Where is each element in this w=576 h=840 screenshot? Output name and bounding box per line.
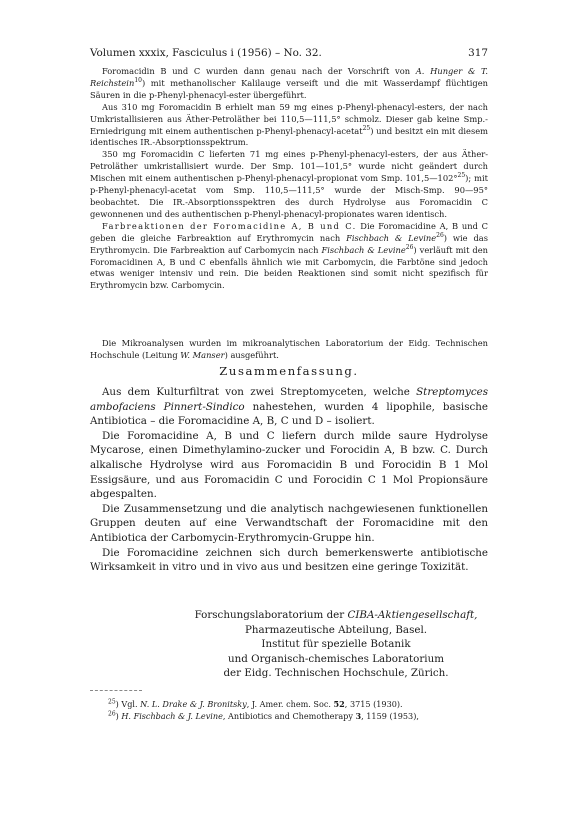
section-heading-summary: Zusammenfassung. — [219, 364, 359, 378]
microanalysis-note — [90, 338, 488, 362]
footnote-ref: 26 — [405, 243, 414, 251]
footnotes — [90, 698, 488, 722]
paragraph-foromacidin-c: 350 mg Foromacidin C lieferten 71 mg eines p-Phenyl-phenacyl-esters, der aus Äther-Petroläther umkristallisiert wurde. Der Smp. 101—101,5° wurde nicht geändert durch Mischen mit einem authentischen p-Phenyl-phenacyl-propionat vom Smp. 101,5—102°$^{25}$); mit p-Phenyl-phenacyl-acetat vom Smp. 110,5—111,5° wurde der Misch-Smp. 90—95° beobachtet. Die IR.-Absorptionsspektren des durch Hydrolyse aus Foromacidin C gewonnenen und des authentischen p-Phenyl-phenacyl-propionates waren identisch. — [90, 149, 489, 219]
running-header — [90, 46, 488, 60]
footnote-25: $^{25}$) Vgl. N. L. Drake & J. Bronitsky, J. Amer. chem. Soc. 52, 3715 (1930). — [108, 698, 403, 709]
author-citation: A. Hunger & T. Reichstein — [90, 66, 488, 88]
summary-paragraph: Die Foromacidine zeichnen sich durch bemerkenswerte antibiotische Wirksamkeit in vitro und in vivo aus und besitzen eine geringe Toxizität. — [90, 546, 488, 574]
footnote-divider — [90, 690, 142, 691]
paragraph-color-reactions: Farbreaktionen der Foromacidine A, B und C. Die Foromacidine A, B und C geben die gleiche Farbreaktion auf Erythromycin nach Fischbach & Levine$^{26}$) wie das Erythromycin. Die Farbreaktion auf Carbomycin nach Fischbach & Levine$^{26}$) verläuft mit den Foromacidinen A, B und C ebenfalls ähnlich wie mit Carbomycin, die Farbtöne sind jedoch etwas weniger intensiv und rein. Die beiden Reaktionen sind somit nicht spezifisch für Erythromycin bzw. Carbomycin. — [90, 220, 488, 291]
affiliation-line: der Eidg. Technischen Hochschule, Zürich. — [223, 667, 449, 680]
author-citation: W. Manser — [180, 349, 225, 360]
footnote-ref: 25 — [362, 124, 371, 132]
page-number: 317 — [468, 47, 488, 59]
journal-citation: Volumen xxxix, Fasciculus i (1956) – No. 32. — [90, 47, 322, 59]
summary-paragraph: Die Foromacidine A, B und C liefern durch milde saure Hydrolyse Mycarose, einen Dimethylamino-zucker und Forocidin A, B bzw. C. Durch alkalische Hydrolyse wird aus Foromacidin B und Forocidin B 1 Mol Essigsäure, und aus Foromacidin C und Forocidin C 1 Mol Propionsäure abgespalten. — [90, 429, 488, 501]
affiliation-line: Pharmazeutische Abteilung, Basel. — [244, 623, 428, 636]
paragraph-foromacidin-b: Aus 310 mg Foromacidin B erhielt man 59 mg eines p-Phenyl-phenacyl-esters, der nach Umkristallisieren aus Äther-Petroläther bei 110,5—111,5° schmolz. Dieser gab keine Smp.-Erniedrigung mit einem authentischen p-Phenyl-phenacyl-acetat$^{25}$) und besitzt ein mit diesem identisches IR.-Absorptionsspektrum. — [90, 101, 488, 148]
paragraph-hydrolysis-method: Foromacidin B und C wurden dann genau nach der Vorschrift von A. Hunger & T. Reichstein$^{10}$) mit methanolischer Kalilauge verseift und die mit Wasserdampf flüchtigen Säuren in die p-Phenyl-phenacyl-ester übergeführt. — [90, 66, 488, 100]
run-in-heading: Farbreaktionen der Foromacidine A, B und C. — [102, 220, 357, 231]
paragraph-microanalysis: Die Mikroanalysen wurden im mikroanalytischen Laboratorium der Eidg. Technischen Hochschule (Leitung W. Manser) ausgeführt. — [90, 338, 488, 360]
footnote-ref: 10 — [134, 77, 142, 85]
footnote-26: $^{26}$) H. Fischbach & J. Levine, Antibiotics and Chemotherapy 3, 1159 (1953), — [108, 710, 419, 722]
experimental-section — [90, 66, 488, 292]
species-name: Streptomyces ambofaciens Pinnert-Sindico — [90, 386, 488, 413]
summary-section — [90, 385, 488, 575]
affiliation-line: Forschungslaboratorium der CIBA-Aktiengesellschaft, — [194, 609, 478, 621]
author-citation: Fischbach & Levine — [321, 244, 406, 255]
footnote-ref: 26 — [436, 231, 444, 239]
affiliation-line: und Organisch-chemisches Laboratorium — [228, 652, 444, 665]
footnote-ref: 25 — [457, 172, 466, 180]
summary-paragraph: Die Zusammensetzung und die analytisch nachgewiesenen funktionellen Gruppen deuten auf eine Verwandtschaft der Foromacidine mit den Antibiotica der Carbomycin-Erythromycin-Gruppe hin. — [90, 502, 488, 544]
author-affiliation — [90, 608, 488, 681]
affiliation-line: Institut für spezielle Botanik — [261, 638, 411, 651]
summary-paragraph: Aus dem Kulturfiltrat von zwei Streptomyceten, welche Streptomyces ambofaciens Pinnert-Sindico nahestehen, wurden 4 lipophile, basische Antibiotica – die Foromacidine A, B, C und D – isoliert. — [90, 386, 488, 428]
author-citation: Fischbach & Levine — [346, 232, 437, 243]
